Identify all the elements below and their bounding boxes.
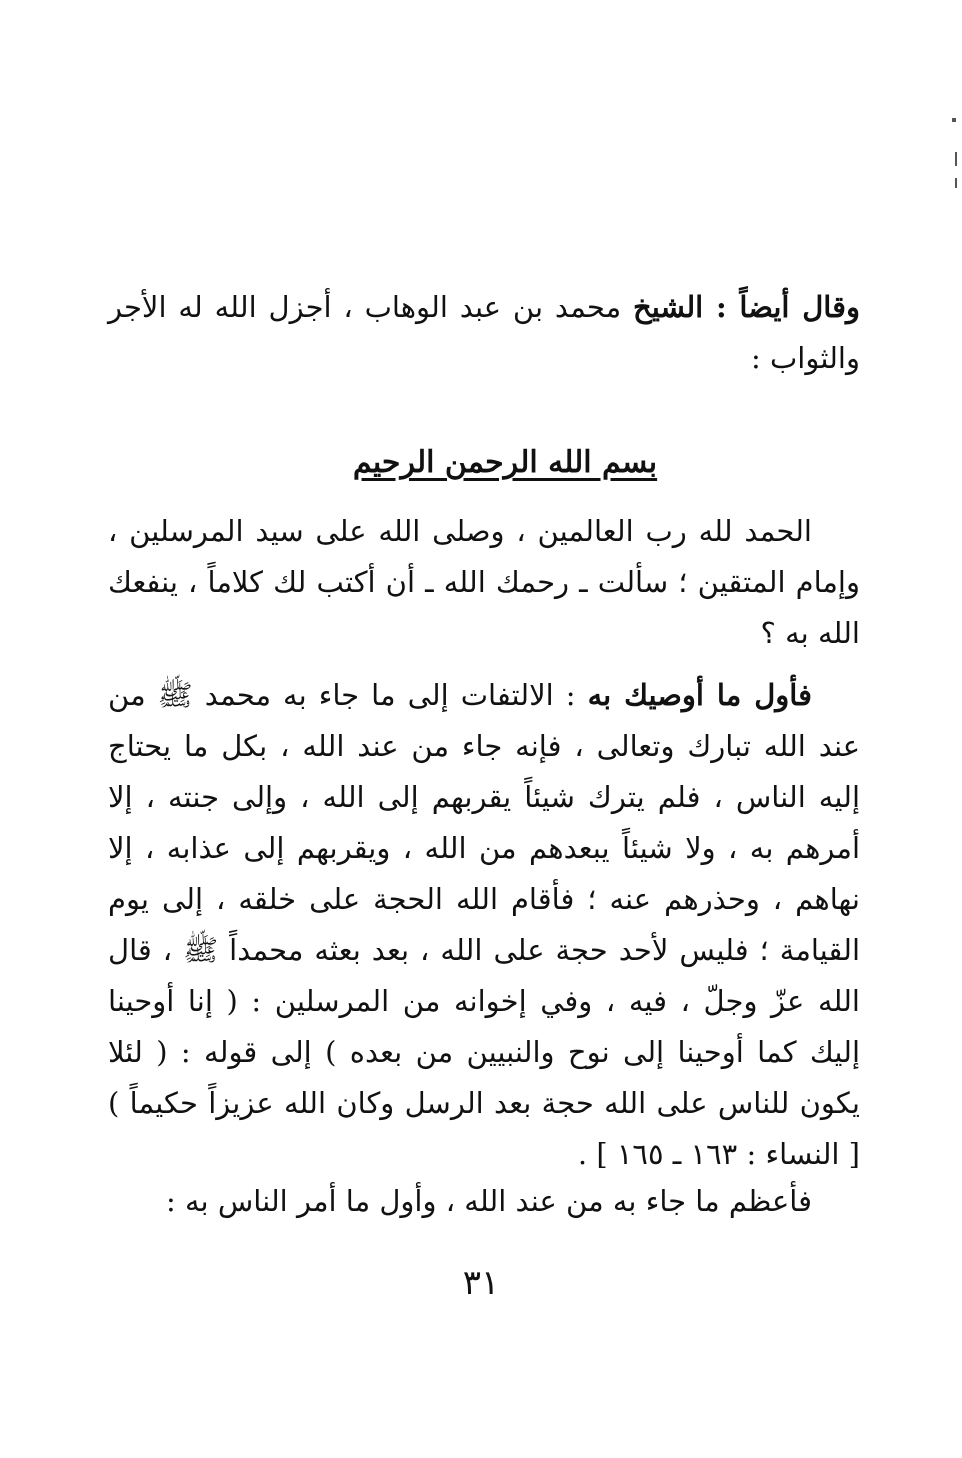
paragraph-closing: فأعظم ما جاء به من عند الله ، وأول ما أمر الناس به : bbox=[166, 1184, 812, 1218]
intro-prefix: وقال أيضاً : bbox=[703, 290, 860, 324]
paragraph-advice bbox=[108, 670, 860, 1180]
page-number: ٣١ bbox=[462, 1263, 500, 1303]
paragraph-opening: الحمد لله رب العالمين ، وصلى الله على سيد المرسلين ، وإمام المتقين ؛ سألت ـ رحمك الله ـ أن أكتب لك كلاماً ، ينفعك الله به ؟ bbox=[108, 514, 860, 650]
margin-speck bbox=[955, 178, 957, 188]
margin-speck bbox=[955, 152, 957, 166]
basmala-heading: بسم الله الرحمن الرحيم bbox=[352, 445, 658, 480]
advice-lead: فأول ما أوصيك به bbox=[587, 678, 812, 712]
advice-body: : الالتفات إلى ما جاء به محمد ﷺ من عند الله تبارك وتعالى ، فإنه جاء من عند الله ، بكل ما يحتاج إليه الناس ، فلم يترك شيئاً يقربهم إلى الله ، وإلى جنته ، إلا أمرهم به ، ولا شيئاً يبعدهم من الله ، ويقربهم إلى عذابه ، إلا نهاهم ، وحذرهم عنه ؛ فأقام الله الحجة على خلقه ، إلى يوم القيامة ؛ فليس لأحد حجة على الله ، بعد بعثه محمداً ﷺ ، قال الله عزّ وجلّ ، فيه ، وفي إخوانه من المرسلين : ( إنا أوحينا إليك كما أوحينا إلى نوح والنبيين من بعده ) إلى قوله : ( لئلا يكون للناس على الله حجة بعد الرسل وكان الله عزيزاً حكيماً ) [ النساء : ١٦٣ ـ ١٦٥ ] . bbox=[108, 678, 860, 1171]
margin-speck bbox=[952, 118, 956, 122]
intro-rest: محمد بن عبد الوهاب ، أجزل الله له الأجر والثواب : bbox=[108, 290, 860, 375]
sheikh-title: الشيخ bbox=[632, 290, 704, 324]
intro-paragraph bbox=[108, 282, 860, 384]
